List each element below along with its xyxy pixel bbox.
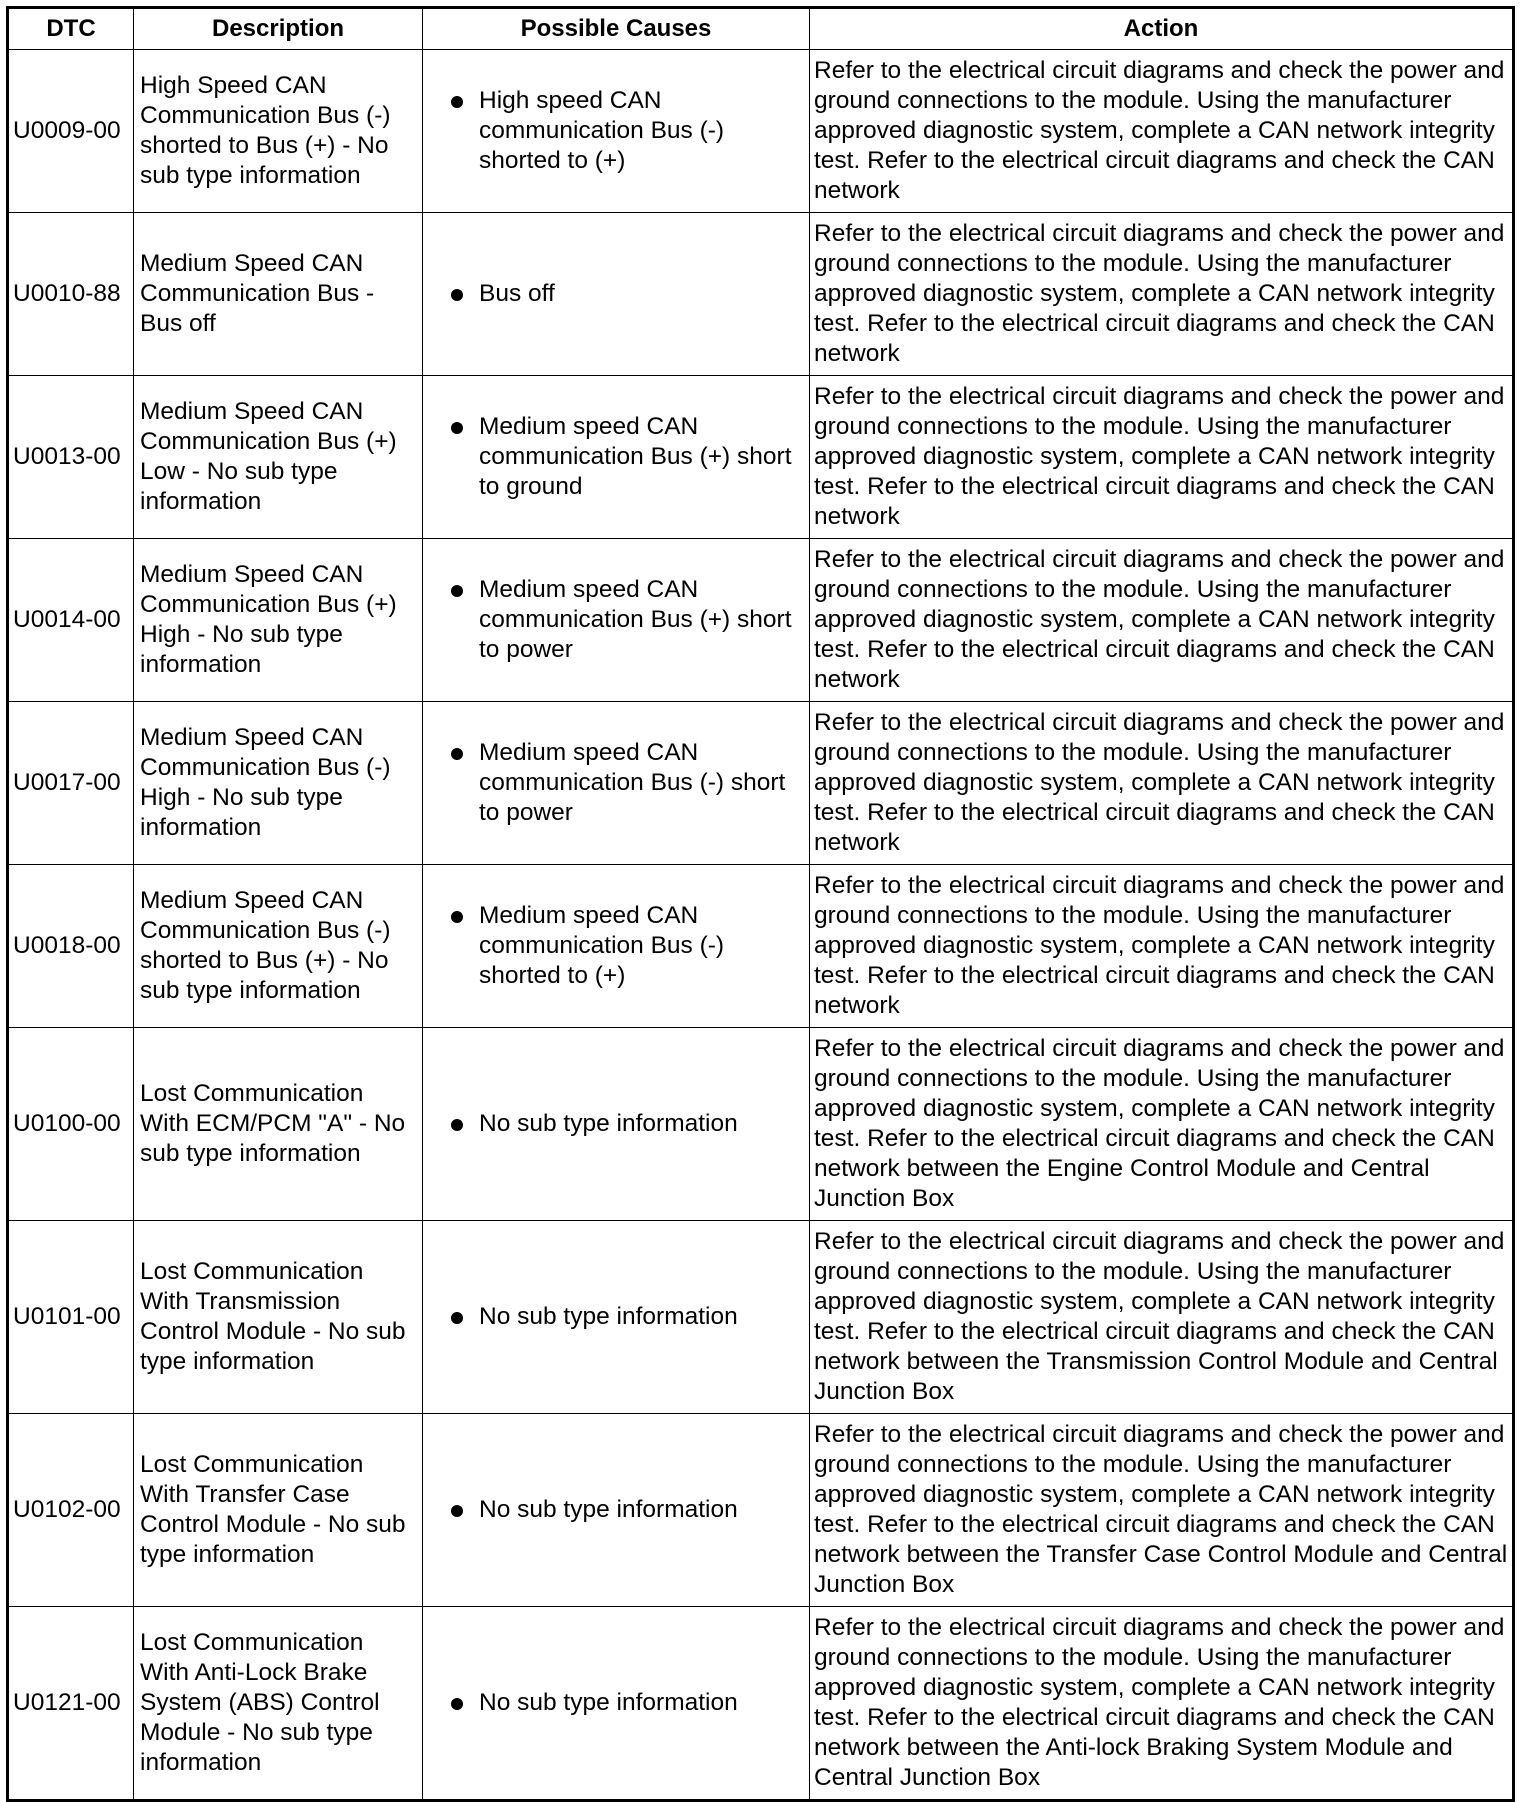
table-row: [8, 50, 1514, 213]
dtc-description: Medium Speed CAN Communication Bus (-) shorted to Bus (+) - No sub type information: [134, 865, 423, 1028]
cause-item: Medium speed CAN communication Bus (+) short to power: [449, 575, 805, 665]
dtc-action: Refer to the electrical circuit diagrams and check the power and ground connections to the module. Using the manufacturer approved diagnostic system, complete a CAN network integrity test. Refer to the electrical circuit diagrams and check the CAN network between the Transmission Control Module and Central Junction Box: [810, 1221, 1514, 1414]
table-row: [8, 1414, 1514, 1607]
possible-causes: [423, 50, 810, 213]
dtc-action: Refer to the electrical circuit diagrams and check the power and ground connections to the module. Using the manufacturer approved diagnostic system, complete a CAN network integrity test. Refer to the electrical circuit diagrams and check the CAN network between the Transfer Case Control Module and Central Junction Box: [810, 1414, 1514, 1607]
possible-causes: [423, 1414, 810, 1607]
dtc-action: Refer to the electrical circuit diagrams and check the power and ground connections to the module. Using the manufacturer approved diagnostic system, complete a CAN network integrity test. Refer to the electrical circuit diagrams and check the CAN network: [810, 50, 1514, 213]
dtc-code: U0101-00: [8, 1221, 134, 1414]
header-dtc: DTC: [8, 8, 134, 50]
dtc-code: U0009-00: [8, 50, 134, 213]
dtc-description: Medium Speed CAN Communication Bus (-) High - No sub type information: [134, 702, 423, 865]
dtc-code: U0121-00: [8, 1607, 134, 1801]
dtc-code: U0013-00: [8, 376, 134, 539]
dtc-description: Lost Communication With Transmission Control Module - No sub type information: [134, 1221, 423, 1414]
cause-item: Bus off: [449, 279, 805, 309]
table-row: [8, 376, 1514, 539]
possible-causes: [423, 376, 810, 539]
possible-causes: [423, 1028, 810, 1221]
dtc-code: U0100-00: [8, 1028, 134, 1221]
possible-causes: [423, 865, 810, 1028]
dtc-action: Refer to the electrical circuit diagrams and check the power and ground connections to the module. Using the manufacturer approved diagnostic system, complete a CAN network integrity test. Refer to the electrical circuit diagrams and check the CAN network: [810, 376, 1514, 539]
dtc-description: Medium Speed CAN Communication Bus (+) High - No sub type information: [134, 539, 423, 702]
dtc-code: U0018-00: [8, 865, 134, 1028]
table-row: [8, 1028, 1514, 1221]
dtc-action: Refer to the electrical circuit diagrams and check the power and ground connections to the module. Using the manufacturer approved diagnostic system, complete a CAN network integrity test. Refer to the electrical circuit diagrams and check the CAN network: [810, 702, 1514, 865]
dtc-code: U0017-00: [8, 702, 134, 865]
possible-causes: [423, 213, 810, 376]
cause-item: No sub type information: [449, 1109, 805, 1139]
dtc-description: Medium Speed CAN Communication Bus (+) Low - No sub type information: [134, 376, 423, 539]
table-row: [8, 865, 1514, 1028]
dtc-description: Lost Communication With ECM/PCM "A" - No sub type information: [134, 1028, 423, 1221]
dtc-code: U0102-00: [8, 1414, 134, 1607]
dtc-action: Refer to the electrical circuit diagrams and check the power and ground connections to the module. Using the manufacturer approved diagnostic system, complete a CAN network integrity test. Refer to the electrical circuit diagrams and check the CAN network between the Anti-lock Braking System Module and Central Junction Box: [810, 1607, 1514, 1801]
possible-causes: [423, 702, 810, 865]
cause-item: No sub type information: [449, 1688, 805, 1718]
dtc-action: Refer to the electrical circuit diagrams and check the power and ground connections to the module. Using the manufacturer approved diagnostic system, complete a CAN network integrity test. Refer to the electrical circuit diagrams and check the CAN network: [810, 865, 1514, 1028]
table-row: [8, 1607, 1514, 1801]
dtc-description: Lost Communication With Transfer Case Control Module - No sub type information: [134, 1414, 423, 1607]
dtc-action: Refer to the electrical circuit diagrams and check the power and ground connections to the module. Using the manufacturer approved diagnostic system, complete a CAN network integrity test. Refer to the electrical circuit diagrams and check the CAN network: [810, 213, 1514, 376]
cause-item: No sub type information: [449, 1302, 805, 1332]
dtc-description: High Speed CAN Communication Bus (-) shorted to Bus (+) - No sub type information: [134, 50, 423, 213]
dtc-description: Lost Communication With Anti-Lock Brake System (ABS) Control Module - No sub type information: [134, 1607, 423, 1801]
cause-item: Medium speed CAN communication Bus (+) short to ground: [449, 412, 805, 502]
cause-item: No sub type information: [449, 1495, 805, 1525]
cause-item: Medium speed CAN communication Bus (-) short to power: [449, 738, 805, 828]
header-row: [8, 8, 1514, 50]
dtc-action: Refer to the electrical circuit diagrams and check the power and ground connections to the module. Using the manufacturer approved diagnostic system, complete a CAN network integrity test. Refer to the electrical circuit diagrams and check the CAN network: [810, 539, 1514, 702]
table-row: [8, 539, 1514, 702]
possible-causes: [423, 1607, 810, 1801]
table-row: [8, 702, 1514, 865]
table-row: [8, 1221, 1514, 1414]
table-row: [8, 213, 1514, 376]
header-possible-causes: Possible Causes: [423, 8, 810, 50]
header-action: Action: [810, 8, 1514, 50]
header-description: Description: [134, 8, 423, 50]
cause-item: High speed CAN communication Bus (-) shorted to (+): [449, 86, 805, 176]
possible-causes: [423, 539, 810, 702]
dtc-table: [6, 6, 1515, 1802]
dtc-code: U0014-00: [8, 539, 134, 702]
cause-item: Medium speed CAN communication Bus (-) shorted to (+): [449, 901, 805, 991]
dtc-description: Medium Speed CAN Communication Bus - Bus off: [134, 213, 423, 376]
possible-causes: [423, 1221, 810, 1414]
dtc-action: Refer to the electrical circuit diagrams and check the power and ground connections to the module. Using the manufacturer approved diagnostic system, complete a CAN network integrity test. Refer to the electrical circuit diagrams and check the CAN network between the Engine Control Module and Central Junction Box: [810, 1028, 1514, 1221]
dtc-code: U0010-88: [8, 213, 134, 376]
